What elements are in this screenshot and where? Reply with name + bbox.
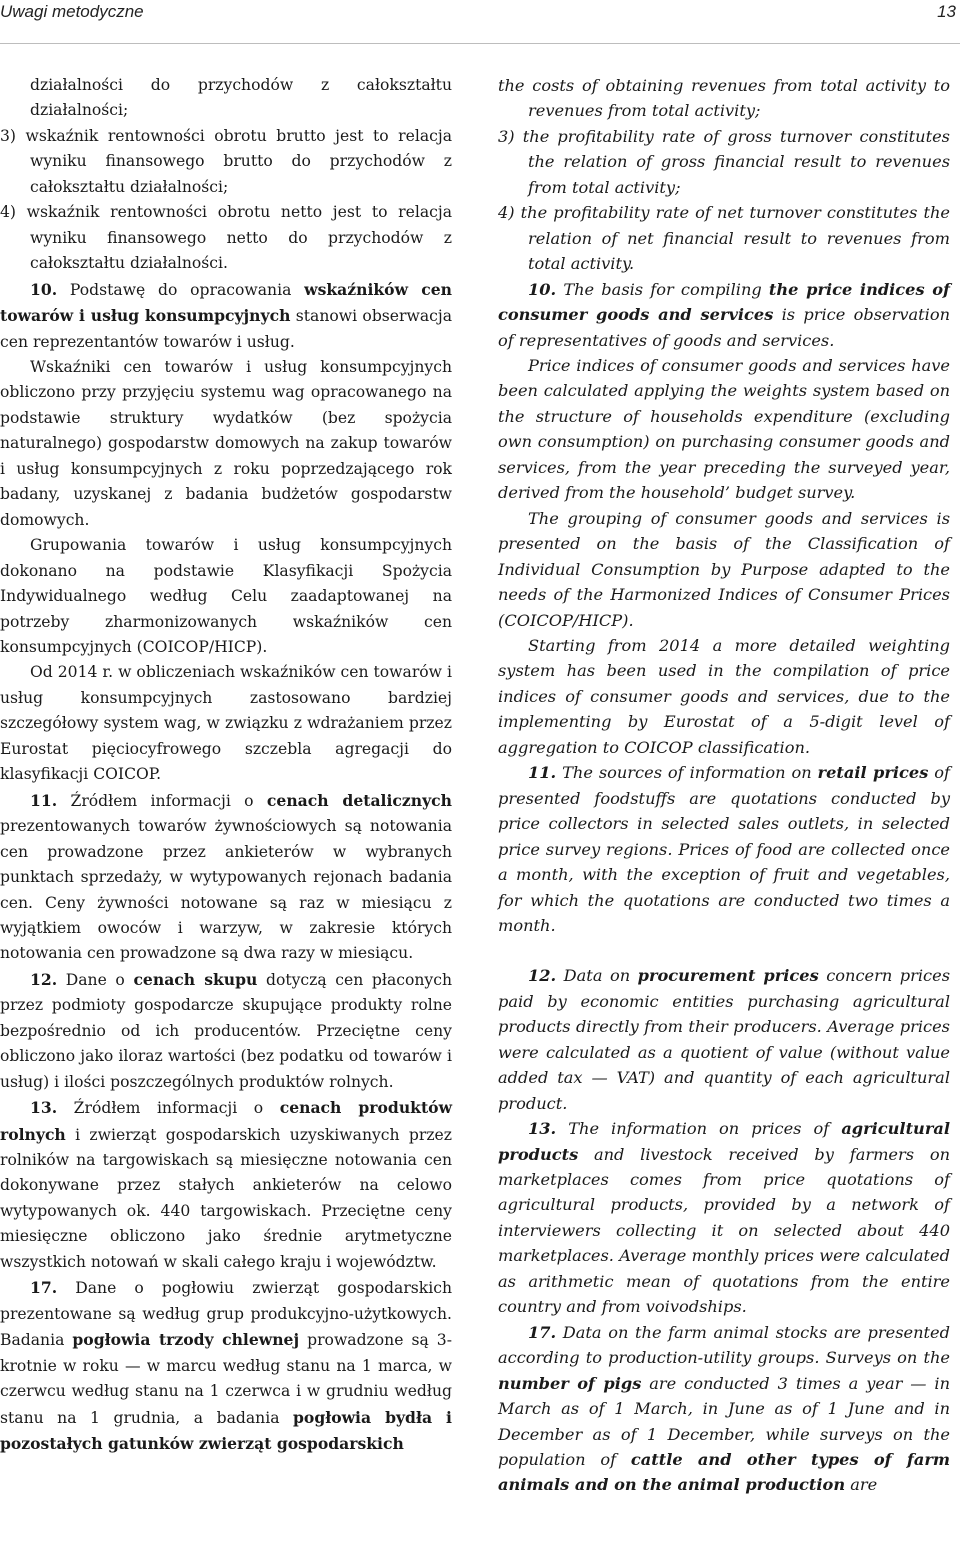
en-paragraph-11: [498, 760, 950, 938]
en-p10-text-2: is price observation of representatives of goods and services.: [498, 305, 950, 350]
pl-paragraph-17: [0, 1275, 452, 1457]
en-p13-text-2: and livestock received by farmers on marketplaces comes from price quotations of agricultural products, provided by a network of interviewers collecting it on selected about 440 marketplaces. Average monthly prices were calculated as arithmetic mean of quotations from the entire country and from voivodships.: [498, 1144, 950, 1317]
en-p12-number: 12.: [528, 966, 557, 986]
pl-list-item-3: 3) wskaźnik rentowności obrotu brutto jest to relacja wyniku finansowego brutto do przychodów z całokształtu działalności;: [0, 126, 452, 196]
en-p10-bold: the price indices of consumer goods and services: [498, 279, 950, 325]
en-p10-number: 10.: [528, 279, 557, 299]
en-p12-bold: procurement prices: [637, 966, 819, 986]
en-p17-text-1: Data on the farm animal stocks are presented according to production-utility groups. Surveys on the: [498, 1322, 950, 1368]
pl-p11-bold: cenach detalicznych: [266, 790, 452, 810]
en-list-item-2-end: the costs of obtaining revenues from total activity to revenues from total activity;: [498, 76, 950, 121]
pl-p12-text-2: dotyczą cen płaconych przez podmioty gospodarcze skupujące produkty rolne bezpośrednio od ich producentów. Przeciętne ceny obliczono jako iloraz wartości (bez podatku od towarów i usług) i ilości poszczególnych produktów rolnych.: [0, 970, 452, 1091]
pl-paragraph-10: [0, 277, 452, 355]
pl-paragraph-12: [0, 967, 452, 1095]
pl-p10-bold: wskaźników cen towarów i usług konsumpcyjnych: [0, 279, 452, 326]
pl-p12-number: 12.: [30, 969, 58, 989]
en-paragraph-10c: The grouping of consumer goods and services is presented on the basis of the Classification of Individual Consumption by Purpose adapted to the needs of the Harmonized Indices of Consumer Prices (COICOP/HICP).: [498, 508, 950, 630]
pl-list-item-4: 4) wskaźnik rentowności obrotu netto jest to relacja wyniku finansowego netto do przychodów z całokształtu działalności.: [0, 203, 452, 273]
en-list-item-4: 4) the profitability rate of net turnover constitutes the relation of net financial result to revenues from total activity.: [498, 203, 950, 274]
pl-p11-text-2: prezentowanych towarów żywnościowych są notowania cen prowadzone przez ankieterów w wybranych punktach sprzedaży, w wytypowanych rejonach badania cen. Ceny żywności notowane są raz w miesiącu z wyjątkiem owoców i warzyw, w zakresie których notowania cen prowadzone są dwa razy w miesiącu.: [0, 817, 452, 963]
en-paragraph-10d: Starting from 2014 a more detailed weighting system has been used in the compilation of price indices of consumer goods and services, due to the implementing by Eurostat of a 5-digit level of aggregation to COICOP classification.: [498, 635, 950, 757]
pl-paragraph-10b: Wskaźniki cen towarów i usług konsumpcyjnych obliczono przy przyjęciu systemu wag opracowanego na podstawie struktury wydatków (bez spożycia naturalnego) gospodarstw domowych na zakup towarów i usług konsumpcyjnych z roku poprzedzającego rok badany, uzyskanej z badania budżetów gospodarstw domowych.: [0, 357, 452, 529]
pl-p17-number: 17.: [30, 1278, 58, 1298]
pl-p10-text-1: Podstawę do opracowania: [57, 280, 305, 299]
pl-paragraph-10d: Od 2014 r. w obliczeniach wskaźników cen towarów i usług konsumpcyjnych zastosowano bardziej szczegółowy system wag, w związku z wdrażaniem przez Eurostat pięciocyfrowego szczebla agregacji do klasyfikacji COICOP.: [0, 663, 452, 784]
en-paragraph-10: [498, 277, 950, 353]
running-header: [0, 0, 960, 44]
en-p13-bold: agricultural products: [498, 1119, 950, 1164]
en-paragraph-12: [498, 963, 950, 1116]
pl-p12-bold: cenach skupu: [133, 969, 258, 989]
pl-p13-text-1: Źródłem informacji o: [57, 1099, 280, 1118]
en-paragraph-13: [498, 1116, 950, 1320]
en-p13-number: 13.: [528, 1119, 557, 1139]
en-p10-text-1: The basis for compiling: [556, 279, 769, 299]
pl-list-item-2-end: działalności do przychodów z całokształtu działalności;: [30, 76, 452, 120]
en-p11-number: 11.: [528, 763, 557, 783]
en-p17-text-2: are conducted 3 times a year — in March as of 1 March, in June as of 1 June and in December as of 1 December, while surveys on the population of: [498, 1373, 950, 1470]
en-p13-text-1: The information on prices of: [556, 1119, 842, 1139]
pl-p17-bold-1: pogłowia trzody chlewnej: [72, 1330, 300, 1350]
pl-p17-bold-2: pogłowia bydła i pozostałych gatunków zwierząt gospodarskich: [0, 1407, 452, 1454]
pl-p17-text-1: Dane o pogłowiu zwierząt gospodarskich prezentowane są według grup produkcyjno-użytkowych. Badania: [0, 1279, 452, 1350]
en-list-item-3: 3) the profitability rate of gross turnover constitutes the relation of gross financial result to revenues from total activity;: [498, 126, 950, 197]
pl-p13-bold: cenach produktów rolnych: [0, 1098, 452, 1144]
pl-p12-text-1: Dane o: [57, 970, 134, 989]
pl-p10-number: 10.: [30, 279, 58, 299]
en-p17-number: 17.: [528, 1322, 557, 1342]
pl-paragraph-10c: Grupowania towarów i usług konsumpcyjnych dokonano na podstawie Klasyfikacji Spożycia Indywidualnego według Celu zaadaptowanej na potrzeby zharmonizowanych wskaźników cen konsumpcyjnych (COICOP/HICP).: [0, 536, 452, 656]
en-p11-text-2: of presented foodstuffs are quotations conducted by price collectors in selected sales outlets, in selected price survey regions. Prices of food are collected once a month, with the exception of fruit and vegetables, for which the quotations are conducted two times a month.: [498, 763, 950, 935]
pl-p10-text-2: stanowi obserwacja cen reprezentantów towarów i usług.: [0, 307, 452, 351]
en-p11-bold: retail prices: [817, 763, 929, 783]
polish-column: [0, 73, 452, 1457]
pl-p13-text-2: i zwierząt gospodarskich uzyskiwanych przez rolników na targowiskach są miesięczne notowania cen dokonywane przez stałych ankieterów na celowo wytypowanych ok. 440 targowiskach. Przeciętne ceny miesięczne obliczono jako średnie arytmetyczne wszystkich notowań w skali całego kraju i województw.: [0, 1125, 452, 1271]
en-paragraph-17: [498, 1320, 950, 1498]
en-column-gap: [498, 938, 950, 963]
en-p17-bold-1: number of pigs: [498, 1373, 642, 1393]
pl-paragraph-11: [0, 788, 452, 967]
en-p17-bold-2: cattle and other types of farm animals and on the animal production: [498, 1450, 950, 1495]
en-p17-text-3: are: [845, 1475, 878, 1495]
pl-p11-text-1: Źródłem informacji o: [57, 791, 267, 810]
en-p12-text-1: Data on: [556, 966, 638, 986]
en-p11-text-1: The sources of information on: [556, 763, 818, 783]
pl-p13-number: 13.: [30, 1098, 58, 1118]
pl-paragraph-13: [0, 1095, 452, 1275]
pl-p11-number: 11.: [30, 790, 58, 810]
en-paragraph-10b: Price indices of consumer goods and services have been calculated applying the weights system based on the structure of households expenditure (excluding own consumption) on purchasing consumer goods and services, from the year preceding the surveyed year, derived from the household’ budget survey.: [498, 355, 950, 503]
running-header-title: Uwagi metodyczne: [0, 2, 144, 21]
en-p12-text-2: concern prices paid by economic entities purchasing agricultural products directly from their producers. Average prices were calculated as a quotient of value (without value added tax — VAT) and quantity of each agricultural product.: [498, 966, 950, 1113]
page-number: 13: [937, 2, 956, 21]
pl-p17-text-2: prowadzone są 3-krotnie w roku — w marcu według stanu na 1 marca, w czerwcu według stanu na 1 czerwca i w grudniu według stanu na 1 grudnia, a badania: [0, 1331, 452, 1427]
english-column: [498, 73, 950, 1498]
